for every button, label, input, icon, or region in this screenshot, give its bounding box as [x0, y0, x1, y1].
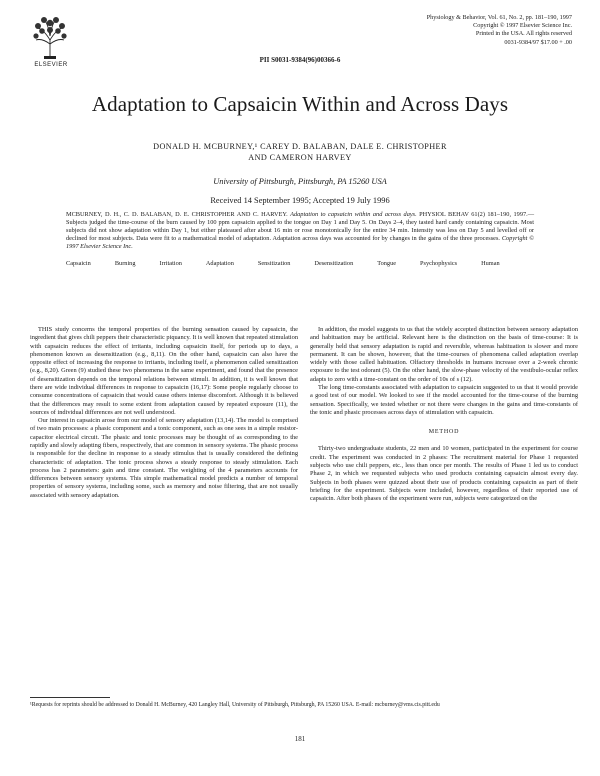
keyword: Human — [481, 260, 500, 267]
journal-printed-line: Printed in the USA. All rights reserved — [475, 30, 572, 38]
journal-issn-line: 0031-9384/97 $17.00 + .00 — [504, 38, 572, 46]
keyword-list — [66, 260, 534, 268]
abstract-citation-title: Adaptation to capsaicin within and across days. — [290, 211, 417, 218]
pii-identifier: PII S0031-9384(96)00366-6 — [259, 56, 341, 64]
journal-copyright-line: Copyright © 1997 Elsevier Science Inc. — [473, 22, 572, 30]
abstract-copyright: Copyright © 1997 Elsevier Science Inc. — [66, 235, 534, 251]
keyword: Adaptation — [205, 260, 234, 267]
journal-info — [312, 14, 572, 47]
body-paragraph: The long time-constants associated with adaptation to capsaicin suggested to us that it would provide a good test of our model. We looked to see if the model accounted for the time-course of the burning sensation. Specifically, we tested whether or not there were changes in the gains and time-constants of the tonic and phasic processes across days of stimulation with capsaicin. — [310, 383, 578, 416]
footnote-rule — [30, 697, 110, 698]
body-paragraph: THIS study concerns the temporal properties of the burning sensation caused by capsaicin, the ingredient that gives chili peppers their characteristic piquancy. It is well known that repeated stimulation with capsaicin reduces the effect of irritants, including capsaicin itself, for periods up to days, a phenomenon known as desensitization (e.g., 8,11). On the other hand, capsaicin can also have the opposite effect of increasing the response to irritants, including itself, a phenomenon called sensitization (e.g., 8,20). Green (9) studied these two phenomena in the same experiment, and found that the presence of desensitization depends on the temporal relations between stimuli. In addition, it is well known that there are wide individual differences in response to capsaicin (16,17): Some people regularly choose to consume concentrations of capsaicin that would cause others intense discomfort. Although it is believed that the differences may result to some extent from adaptation caused by repeated exposure (11), the sources of individual differences are not well understood. — [30, 326, 298, 416]
keyword: Sensitization — [257, 260, 291, 267]
body-column-left — [30, 326, 298, 500]
abstract-body: —Subjects judged the time-course of the burn caused by 100 ppm capsaicin applied to the tongue on Day 1 and Day 5. On Days 2–4, they tasted hard candy containing capsaicin. Most subjects did not show adaptation within Day 1, but either plateaued after about 16 min or rose monotonically for the entire 34 min. Intensity was less on Day 5 and levelled off or declined for most subjects. Data were fit to a mathematical model of adaptation. Adaptation across days was accounted for by changes in the gains of the three processes. — [66, 211, 534, 243]
abstract-citation: MCBURNEY, D. H., C. D. BALABAN, D. E. CHRISTOPHER AND C. HARVEY. — [66, 211, 291, 218]
body-paragraph: Our interest in capsaicin arose from our model of sensory adaptation (13,14). The model is comprised of two main processes: a phasic component and a tonic component, such as one sees in a simple resistor-capacitor electrical circuit. The phasic and tonic processes may be thought of as corresponding to the rapidly and slowly adapting fibers, respectively, that are common in sensory systems. The phasic process is responsible for the decline in response to a steady stimulus that is usually considered the defining characteristic of adaptation. The tonic process shows a steady response to steady stimulation. Each process has 2 parameters: gain and time constant. The weighting of the 4 parameters accounts for differences between sensory systems. This simple mathematical model predicts a number of temporal properties of sensory systems, including some, such as memory and noise filtering, that are not usually associated with sensory adaptation. — [30, 417, 298, 499]
journal-citation-line: Physiology & Behavior, Vol. 61, No. 2, pp. 181–190, 1997 — [426, 14, 572, 21]
author-line-2: AND CAMERON HARVEY — [248, 152, 352, 162]
body-column-right — [310, 326, 578, 503]
body-paragraph: Thirty-two undergraduate students, 22 men and 10 women, participated in the experiment for course credit. The experiment was conducted in 2 phases: The recruitment material for Phase 1 requested subjects who use chili peppers, etc., less than once per month. The results of Phase 1 led us to conduct Phase 2, in which we requested subjects who used products containing capsaicin almost every day. Subjects in both phases were quizzed about their use of products containing capsaicin as part of their briefing for the experiment. Subjects were included, however, regardless of their reported use of capsaicin. After both phases of the experiment were run, subjects were categorized on the — [310, 445, 578, 503]
author-affiliation: University of Pittsburgh, Pittsburgh, PA 15260 USA — [213, 177, 387, 186]
keyword: Irritation — [159, 260, 182, 267]
received-accepted-dates: Received 14 September 1995; Accepted 19 July 1996 — [210, 196, 390, 205]
body-paragraph: In addition, the model suggests to us that the widely accepted distinction between sensory adaptation and habituation may be artificial. Relevant here is the distinction on the basis of time-course: It is generally held that sensory adaptation is rapid and reversible, whereas habituation is slower and more permanent. It can be shown, however, that the time-courses of phenomena called adaptation overlap widely with those called habituation. Olfactory thresholds in humans increase over a 2-week chronic exposure to the test odorant (5). On the other hand, the slow-phase velocity of the vestibulo-ocular reflex adapts to zero with a time-constant on the order of 10s of s (12). — [310, 326, 578, 383]
author-line-1: DONALD H. MCBURNEY,¹ CAREY D. BALABAN, DALE E. CHRISTOPHER — [153, 142, 447, 151]
keyword: Capsaicin — [66, 260, 91, 267]
article-title: Adaptation to Capsaicin Within and Across Days — [91, 92, 509, 116]
keyword: Desensitization — [314, 260, 354, 267]
author-list — [60, 142, 540, 163]
elsevier-tree-logo — [30, 14, 70, 60]
keyword: Burning — [114, 260, 136, 267]
abstract — [66, 211, 534, 251]
keyword: Psychophysics — [420, 260, 458, 267]
section-heading-method: METHOD — [428, 429, 460, 436]
footnote: ¹Requests for reprints should be addressed to Donald H. McBurney, 420 Langley Hall, University of Pittsburgh, Pittsburgh, PA 15260 USA. E-mail: mcburney@vms.cis.pitt.edu — [30, 702, 440, 708]
abstract-citation-journal: PHYSIOL BEHAV 61(2) 181–190, 1997. — [416, 211, 528, 218]
page-number: 181 — [294, 735, 306, 743]
publisher-logo-text: ELSEVIER — [34, 62, 68, 68]
keyword: Tongue — [377, 260, 397, 267]
